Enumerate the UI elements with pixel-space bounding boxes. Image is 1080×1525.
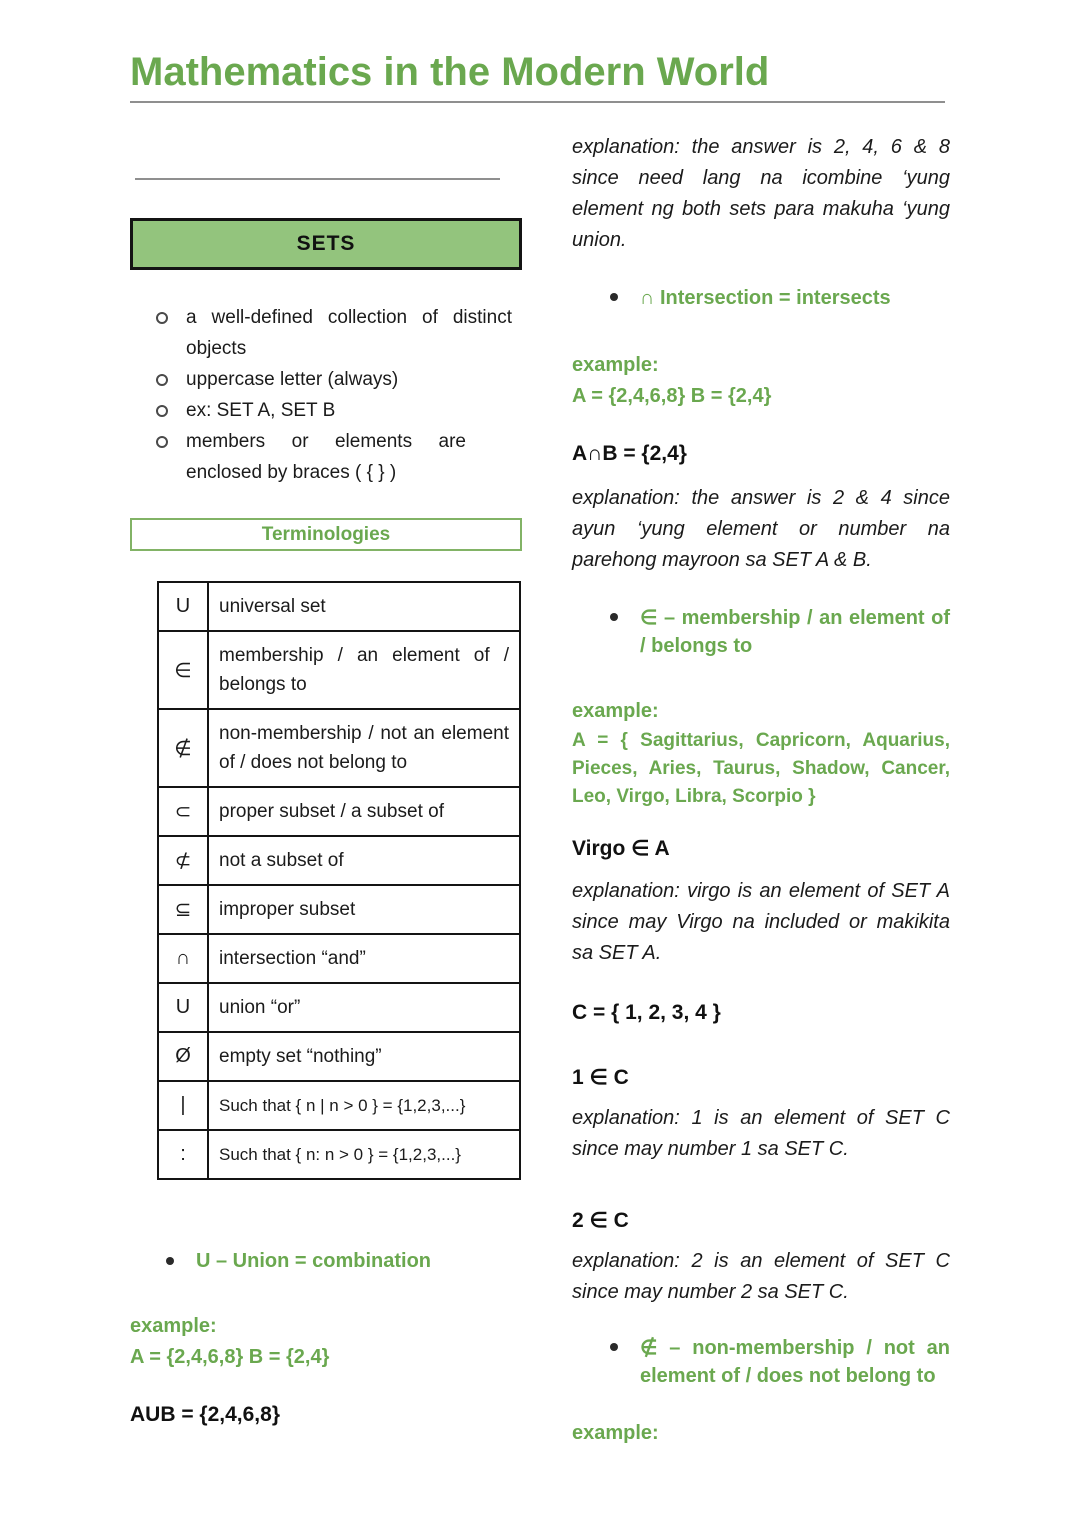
virgo-explanation: explanation: virgo is an element of SET A since may Virgo na included or makikita sa SET A. (572, 880, 950, 964)
symbol-cell: U (158, 582, 208, 631)
set-c-statement: C = { 1, 2, 3, 4 } (572, 1001, 721, 1024)
table-row (158, 709, 520, 787)
bullet-dot-icon (610, 1343, 618, 1351)
description-cell: intersection “and” (208, 934, 520, 983)
circle-bullet-icon (156, 405, 168, 417)
bullet-dot-icon (610, 293, 618, 301)
symbol-cell: ⊄ (158, 836, 208, 885)
one-element-statement: 1 ∈ C (572, 1066, 629, 1089)
left-column (130, 178, 522, 1430)
membership-bullet-text: ∈ – membership / an element of / belongs to (640, 607, 950, 657)
example-label: example: (572, 1422, 659, 1444)
list-item (130, 302, 522, 364)
list-item-text: ex: SET A, SET B (186, 400, 336, 421)
table-row (158, 631, 520, 709)
table-row (158, 787, 520, 836)
union-bullet-text: U – Union = combination (196, 1250, 432, 1272)
nonmembership-bullet-text: ∉ – non-membership / not an element of / does not belong to (640, 1337, 950, 1387)
left-column-divider (135, 178, 500, 180)
two-element-statement: 2 ∈ C (572, 1209, 629, 1232)
example-label: example: (572, 354, 659, 376)
union-result: AUB = {2,4,6,8} (130, 1403, 280, 1426)
union-bullet (130, 1246, 522, 1277)
symbol-cell: | (158, 1081, 208, 1130)
description-cell: not a subset of (208, 836, 520, 885)
circle-bullet-icon (156, 436, 168, 448)
terminologies-section-header (130, 518, 522, 551)
example-label: example: (130, 1315, 217, 1337)
one-element-explanation: explanation: 1 is an element of SET C since may number 1 sa SET C. (572, 1107, 950, 1160)
intersection-explanation: explanation: the answer is 2 & 4 since ayun ‘yung element or number na parehong mayroon sa SET A & B. (572, 487, 950, 571)
list-item-text: a well-defined collection of distinct objects (186, 307, 512, 359)
description-cell: union “or” (208, 983, 520, 1032)
symbol-cell: ∩ (158, 934, 208, 983)
description-cell: Such that { n: n > 0 } = {1,2,3,...} (208, 1130, 520, 1179)
right-column (572, 132, 950, 1449)
example-sets: A = {2,4,6,8} B = {2,4} (130, 1346, 330, 1368)
table-row (158, 1081, 520, 1130)
intersection-result: A∩B = {2,4} (572, 442, 687, 465)
title-divider (130, 101, 945, 103)
example-label: example: (572, 700, 659, 722)
description-cell: non-membership / not an element of / does not belong to (208, 709, 520, 787)
list-item (130, 426, 522, 488)
table-row (158, 983, 520, 1032)
description-cell: universal set (208, 582, 520, 631)
terminology-table (157, 581, 521, 1180)
description-cell: Such that { n | n > 0 } = {1,2,3,...} (208, 1081, 520, 1130)
bullet-dot-icon (166, 1257, 174, 1265)
table-row (158, 885, 520, 934)
sets-section-header-label: SETS (296, 232, 356, 255)
circle-bullet-icon (156, 312, 168, 324)
virgo-statement: Virgo ∈ A (572, 837, 670, 860)
symbol-cell: ∈ (158, 631, 208, 709)
membership-bullet (572, 604, 950, 660)
intersection-example-sets: A = {2,4,6,8} B = {2,4} (572, 385, 772, 407)
page-title: Mathematics in the Modern World (130, 50, 770, 94)
description-cell: empty set “nothing” (208, 1032, 520, 1081)
symbol-cell: ⊂ (158, 787, 208, 836)
symbol-cell: Ø (158, 1032, 208, 1081)
table-row (158, 1032, 520, 1081)
list-item-text: uppercase letter (always) (186, 369, 399, 390)
intersection-bullet-text: ∩ Intersection = intersects (640, 287, 891, 309)
list-item-text: members or elements are enclosed by braces ( { } ) (186, 431, 466, 483)
description-cell: improper subset (208, 885, 520, 934)
symbol-cell: ∉ (158, 709, 208, 787)
terminologies-section-header-label: Terminologies (261, 523, 391, 545)
list-item (130, 364, 522, 395)
nonmembership-bullet (572, 1334, 950, 1390)
sets-section-header (130, 218, 522, 270)
intersection-bullet (572, 284, 950, 312)
table-row (158, 1130, 520, 1179)
description-cell: proper subset / a subset of (208, 787, 520, 836)
description-cell: membership / an element of / belongs to (208, 631, 520, 709)
membership-example-set: A = { Sagittarius, Capricorn, Aquarius, Pieces, Aries, Taurus, Shadow, Cancer, Leo, Virgo, Libra, Scorpio } (572, 730, 950, 807)
table-row (158, 836, 520, 885)
symbol-cell: ⊆ (158, 885, 208, 934)
bullet-dot-icon (610, 613, 618, 621)
circle-bullet-icon (156, 374, 168, 386)
union-explanation: explanation: the answer is 2, 4, 6 & 8 since need lang na icombine ‘yung element ng both sets para makuha ‘yung union. (572, 136, 950, 251)
two-element-explanation: explanation: 2 is an element of SET C since may number 2 sa SET C. (572, 1250, 950, 1303)
symbol-cell: : (158, 1130, 208, 1179)
table-row (158, 582, 520, 631)
table-row (158, 934, 520, 983)
symbol-cell: U (158, 983, 208, 1032)
sets-bullet-list (130, 302, 522, 488)
list-item (130, 395, 522, 426)
